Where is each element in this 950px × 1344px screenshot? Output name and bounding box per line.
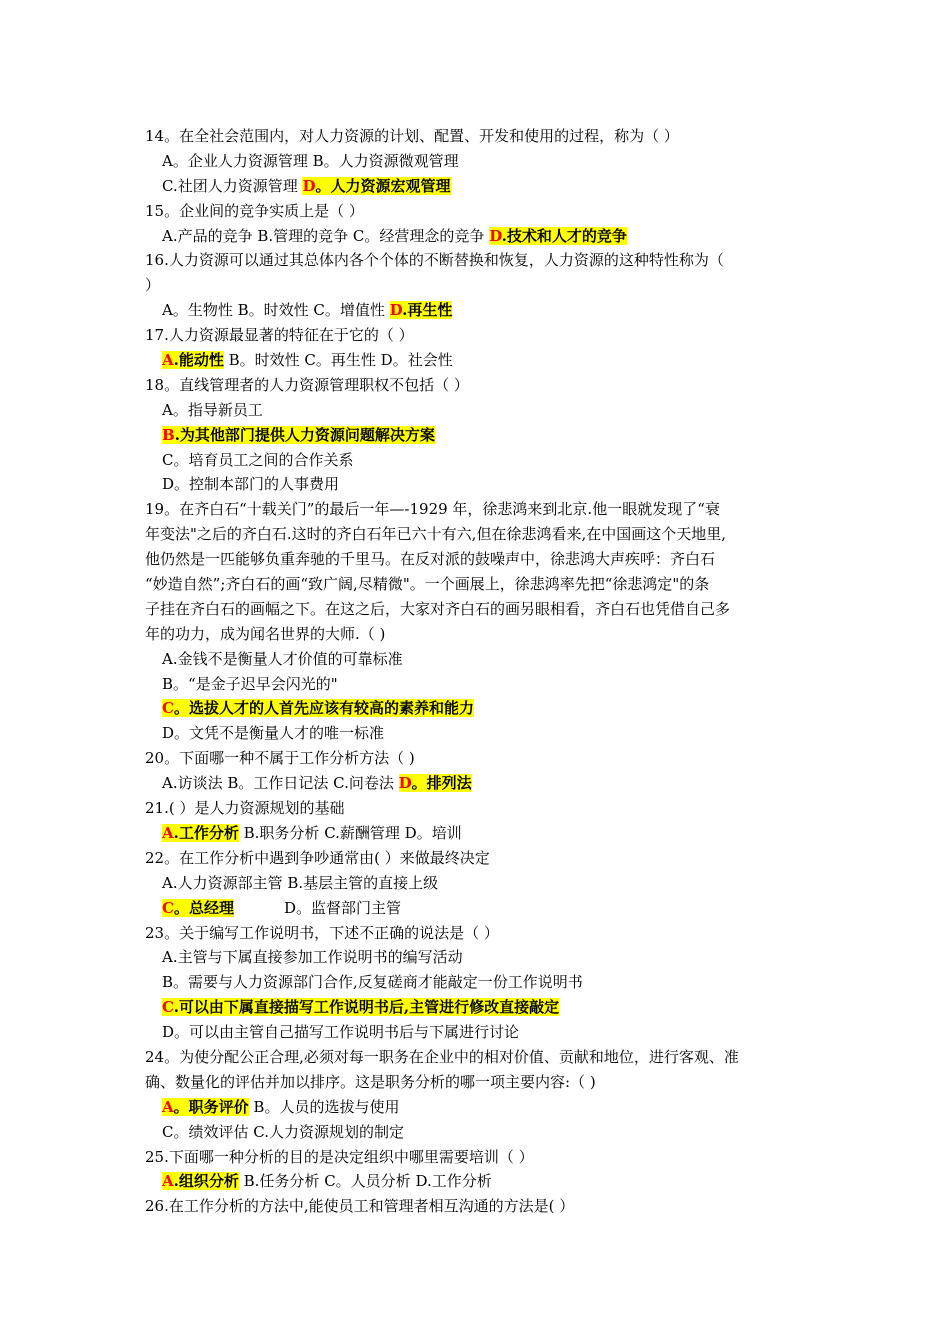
question-23-answer: [162, 998, 559, 1016]
question-20-answer: [399, 774, 472, 792]
question-23-stem: 23。关于编写工作说明书，下述不正确的说法是（ ）: [145, 923, 499, 942]
question-19-stem-line-6: 年的功力，成为闻名世界的大师.（ ): [145, 624, 386, 643]
question-19-answer: [162, 699, 474, 717]
question-17-choices: B。时效性 C。再生性 D。社会性: [223, 351, 453, 370]
question-17-answer: [162, 351, 224, 369]
answer-text: .再生性: [402, 301, 453, 320]
question-21-choices: B.职务分析 C.薪酬管理 D。培训: [238, 823, 462, 842]
question-list: [145, 124, 810, 1219]
question-19-stem-line-4: “妙造自然”;齐白石的画“致广阔,尽精微"。一个画展上，徐悲鸿率先把“徐悲鸿定"的条: [145, 575, 710, 594]
question-23-option-d: D。可以由主管自己描写工作说明书后与下属进行讨论: [162, 1023, 520, 1042]
question-20-choices: A.访谈法 B。工作日记法 C.问卷法: [162, 774, 399, 793]
answer-letter: B: [162, 425, 175, 444]
answer-text: .可以由下属直接描写工作说明书后,主管进行修改直接敲定: [173, 998, 560, 1017]
answer-letter: C: [162, 998, 174, 1017]
answer-text: 。人力资源宏观管理: [315, 176, 451, 195]
question-23-option-a: A.主管与下属直接参加工作说明书的编写活动: [162, 948, 463, 967]
question-17-options: [145, 348, 810, 373]
question-19-stem-line-1: 19。在齐白石“十载关门”的最后一年—-1929 年，徐悲鸿来到北京.他一眼就发现了“衰: [145, 500, 720, 519]
answer-text: 。职务评价: [173, 1097, 249, 1116]
question-25-options: [145, 1169, 810, 1194]
question-18-option-d: D。控制本部门的人事费用: [162, 475, 340, 494]
question-25-answer: [162, 1172, 239, 1190]
answer-letter: D: [302, 176, 316, 195]
question-24-answer: [162, 1098, 249, 1116]
question-22-option-d: D。监督部门主管: [283, 898, 401, 917]
question-15-stem: 15。企业间的竞争实质上是（ ）: [145, 201, 364, 220]
question-21-answer: [162, 824, 239, 842]
question-16-choices: A。生物性 B。时效性 C。增值性: [162, 301, 390, 320]
answer-letter: D: [489, 226, 502, 245]
answer-letter: C: [162, 699, 174, 718]
question-18-option-a: A。指导新员工: [162, 400, 263, 419]
question-19-option-d: D。文凭不是衡量人才的唯一标准: [162, 724, 385, 743]
question-24-options-2: C。绩效评估 C.人力资源规划的制定: [162, 1122, 404, 1141]
question-14-options-2: [145, 174, 810, 199]
question-18-option-c: C。培育员工之间的合作关系: [162, 450, 354, 469]
answer-letter: A: [162, 823, 174, 842]
question-25-stem: 25.下面哪一种分析的目的是决定组织中哪里需要培训（ ）: [145, 1147, 534, 1166]
question-22-options-2: [145, 896, 810, 921]
question-24-option-b: B。人员的选拔与使用: [248, 1097, 400, 1116]
question-18-option-b: [145, 423, 810, 448]
answer-letter: A: [162, 351, 174, 370]
question-26-stem: 26.在工作分析的方法中,能使员工和管理者相互沟通的方法是( ）: [145, 1197, 575, 1216]
question-16-answer: [390, 301, 453, 319]
question-22-stem: 22。在工作分析中遇到争吵通常由( ）来做最终决定: [145, 848, 490, 867]
answer-text: .技术和人才的竞争: [501, 226, 627, 245]
question-24-stem-line-2: 确、数量化的评估并加以排序。这是职务分析的哪一项主要内容:（ ): [145, 1072, 596, 1091]
question-19-option-a: A.金钱不是衡量人才价值的可靠标准: [162, 649, 403, 668]
question-18-stem: 18。直线管理者的人力资源管理职权不包括（ ）: [145, 375, 469, 394]
answer-letter: D: [398, 774, 412, 793]
question-19-stem-line-3: 他仍然是一匹能够负重奔驰的千里马。在反对派的鼓噪声中，徐悲鸿大声疾呼：齐白石: [145, 550, 716, 569]
answer-letter: D: [389, 301, 403, 320]
answer-text: 。选拔人才的人首先应该有较高的素养和能力: [173, 699, 474, 718]
question-24-options-1: [145, 1095, 810, 1120]
question-14-option-c: C.社团人力资源管理: [162, 176, 303, 195]
answer-text: .组织分析: [173, 1172, 239, 1191]
answer-letter: C: [162, 898, 174, 917]
answer-letter: A: [162, 1097, 174, 1116]
question-19-option-c: [145, 696, 810, 721]
question-23-option-b: B。需要与人力资源部门合作,反复磋商才能敲定一份工作说明书: [162, 973, 583, 992]
answer-letter: A: [162, 1172, 174, 1191]
answer-text: .为其他部门提供人力资源问题解决方案: [174, 425, 435, 444]
question-14-options-1: A。企业人力资源管理 B。人力资源微观管理: [162, 151, 459, 170]
question-22-answer: [162, 899, 234, 917]
question-25-choices: B.任务分析 C。人员分析 D.工作分析: [238, 1172, 492, 1191]
question-15-answer: [489, 227, 627, 245]
question-16-stem-line-2: ）: [145, 276, 161, 295]
answer-text: .工作分析: [173, 823, 239, 842]
question-19-option-b: B。“是金子迟早会闪光的": [162, 674, 338, 693]
question-14-answer: [302, 177, 450, 195]
question-23-option-c: [145, 995, 810, 1020]
question-15-options: [145, 224, 810, 249]
question-24-stem-line-1: 24。为使分配公正合理,必须对每一职务在企业中的相对价值、贡献和地位，进行客观、准: [145, 1047, 739, 1066]
question-15-choices: A.产品的竞争 B.管理的竞争 C。经营理念的竞争: [162, 226, 490, 245]
question-20-options: [145, 771, 810, 796]
question-19-stem-line-2: 年变法"之后的齐白石.这时的齐白石年已六十有六,但在徐悲鸿看来,在中国画这个天地里,: [145, 525, 726, 544]
question-16-stem-line-1: 16.人力资源可以通过其总体内各个个体的不断替换和恢复，人力资源的这种特性称为（: [145, 251, 724, 270]
answer-text: .能动性: [173, 351, 224, 370]
question-18-answer: [162, 426, 435, 444]
question-22-options-1: A.人力资源部主管 B.基层主管的直接上级: [162, 873, 439, 892]
question-21-options: [145, 821, 810, 846]
answer-text: 。总经理: [173, 898, 234, 917]
question-14-stem: 14。在全社会范围内，对人力资源的计划、配置、开发和使用的过程，称为（ ）: [145, 127, 679, 145]
question-16-options: [145, 298, 810, 323]
question-17-stem: 17.人力资源最显著的特征在于它的（ ）: [145, 326, 414, 345]
question-20-stem: 20。下面哪一种不属于工作分析方法（ ): [145, 749, 415, 768]
question-19-stem-line-5: 子挂在齐白石的画幅之下。在这之后，大家对齐白石的画另眼相看，齐白石也凭借自己多: [145, 599, 731, 618]
answer-text: 。排列法: [411, 774, 472, 793]
question-21-stem: 21.( ）是人力资源规划的基础: [145, 799, 345, 818]
